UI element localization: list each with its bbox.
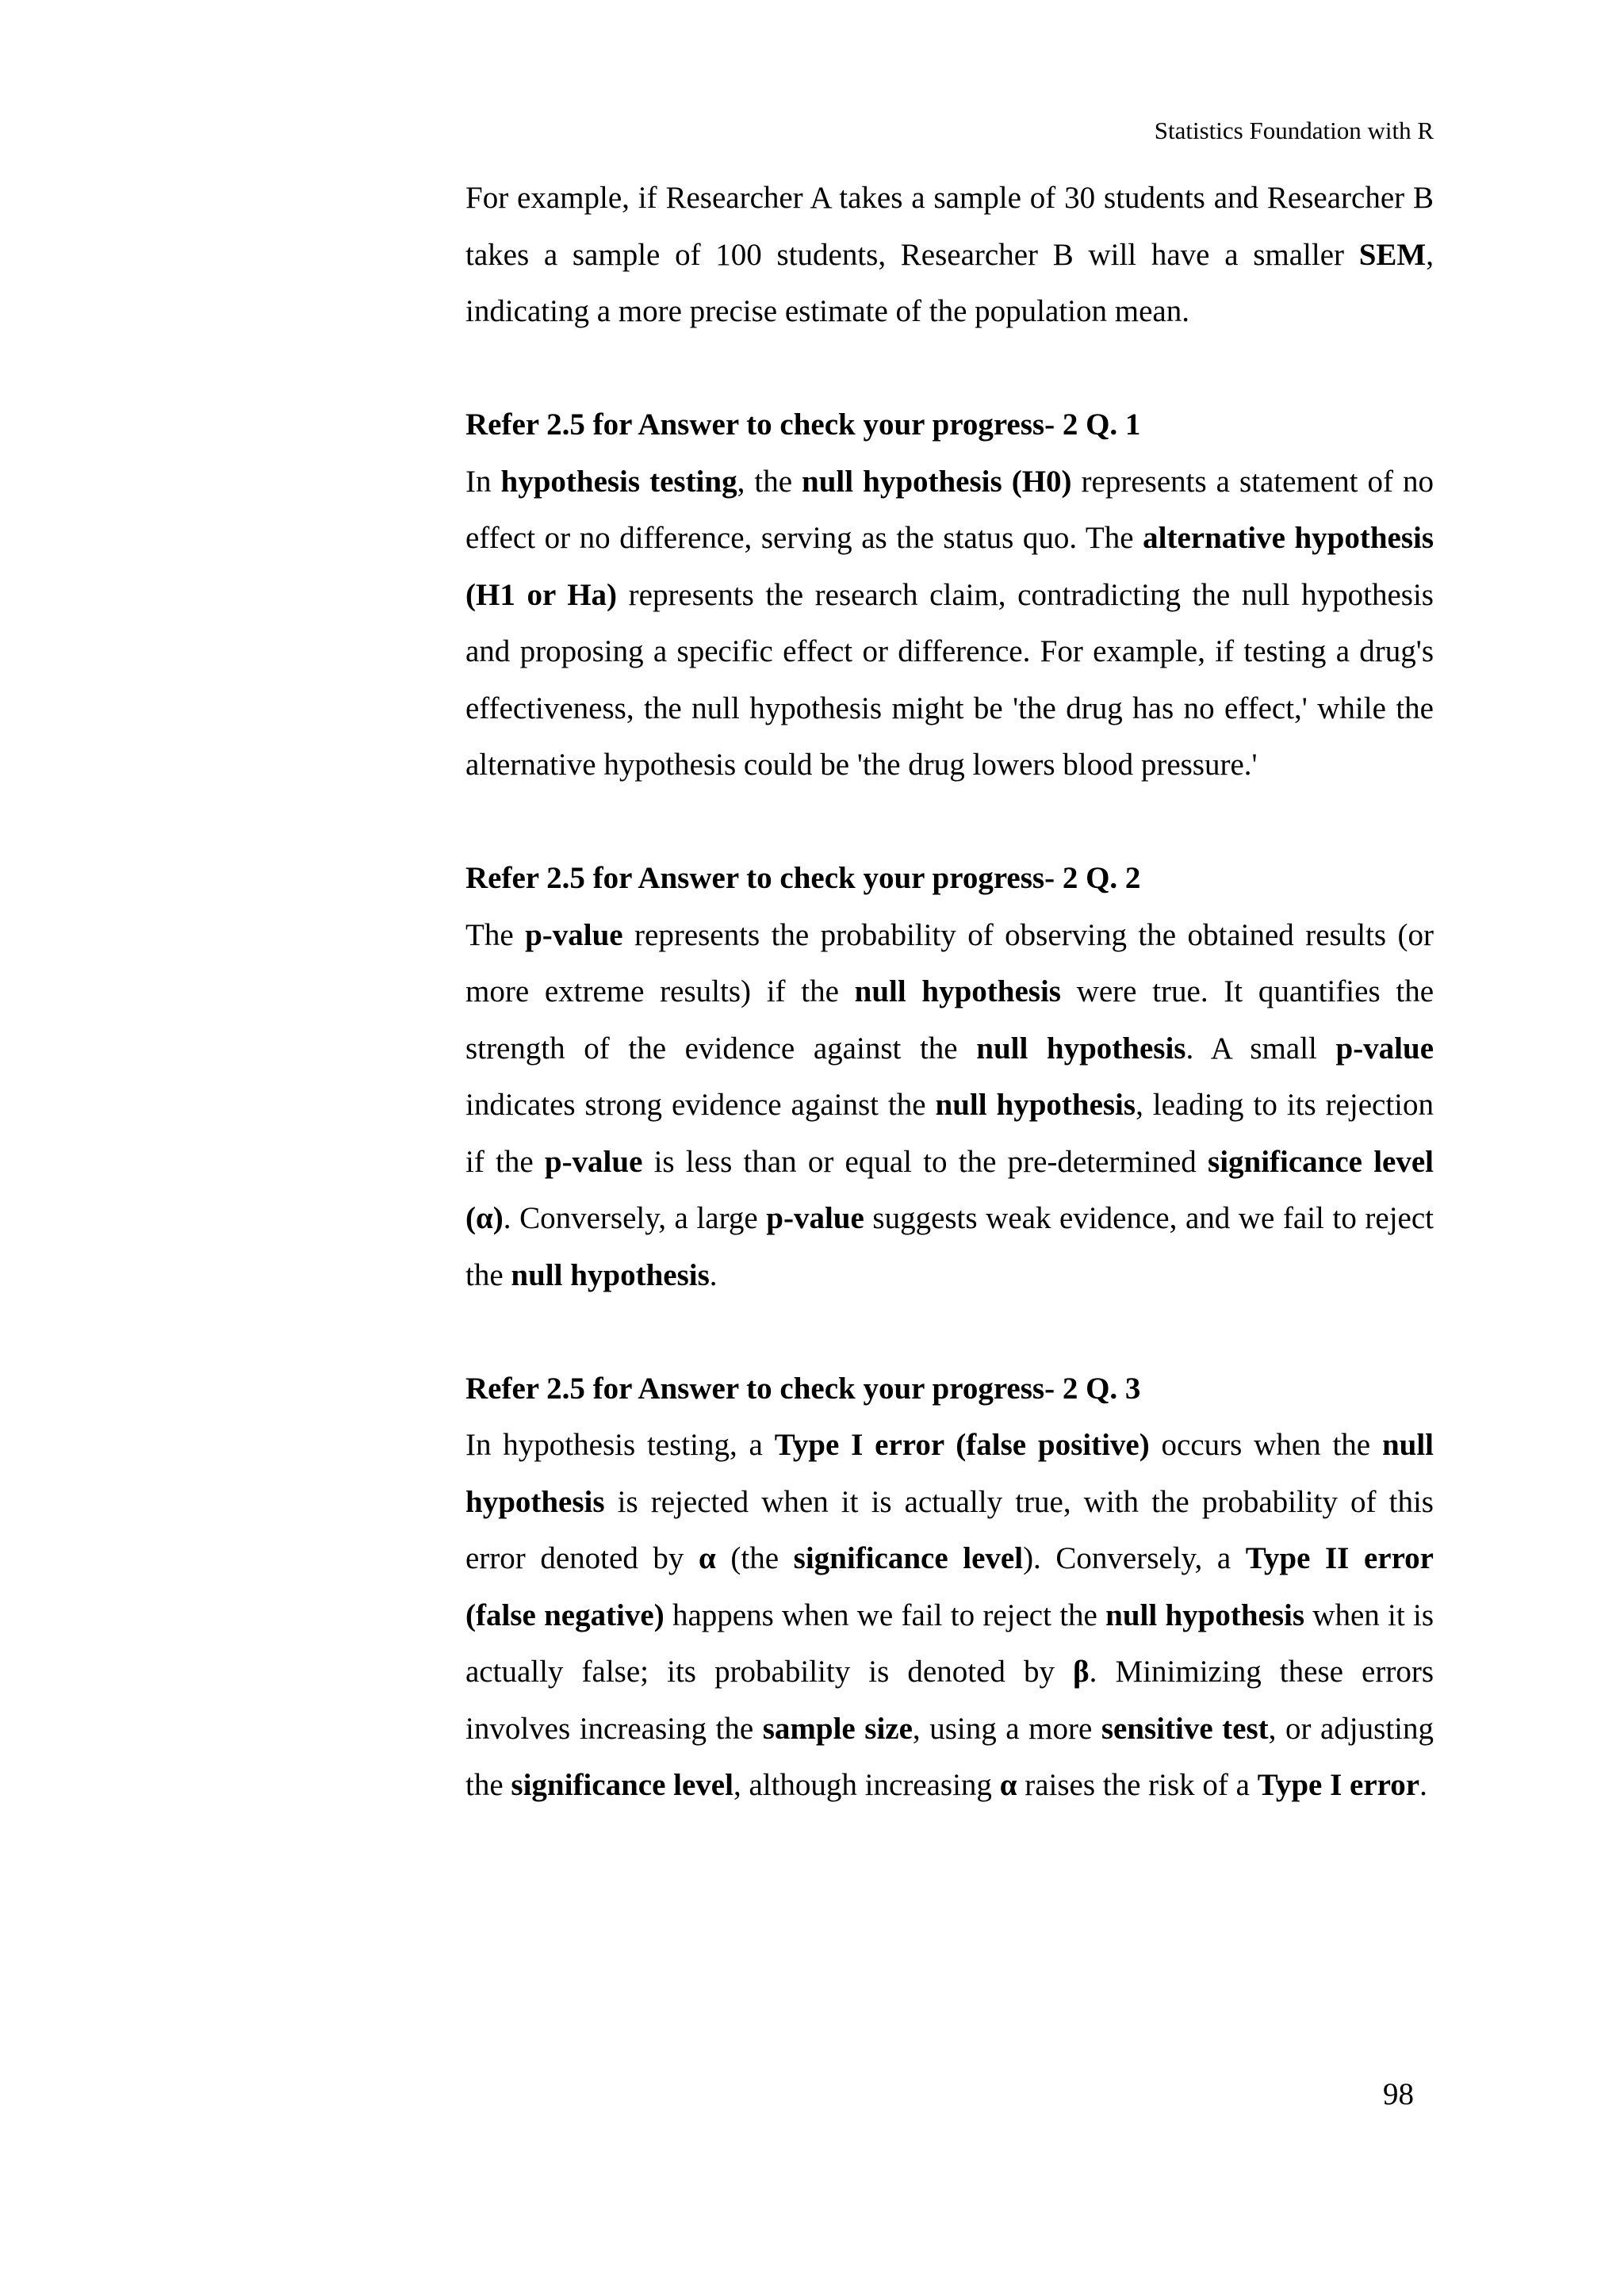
text-run: . bbox=[709, 1257, 718, 1292]
text-run: , leading to its rejection if the bbox=[465, 1088, 1434, 1179]
running-header: Statistics Foundation with R bbox=[1154, 117, 1434, 144]
bold-term: α bbox=[999, 1768, 1017, 1802]
bold-term: Type I error (false positive) bbox=[774, 1428, 1150, 1462]
text-run: raises the risk of a bbox=[1017, 1768, 1258, 1802]
section-heading-q1: Refer 2.5 for Answer to check your progress- 2 Q. 1 bbox=[465, 408, 1141, 442]
text-run: ). Conversely, a bbox=[1023, 1541, 1246, 1575]
answer-paragraph-q1 bbox=[465, 453, 1434, 794]
bold-term: sensitive test bbox=[1101, 1711, 1269, 1746]
bold-term: p-value bbox=[544, 1144, 643, 1179]
text-run: . bbox=[1419, 1768, 1427, 1802]
bold-term: SEM bbox=[1358, 237, 1427, 272]
bold-term: Type I error bbox=[1257, 1768, 1420, 1802]
text-run: , or adjusting the bbox=[465, 1711, 1434, 1802]
bold-term: null hypothesis bbox=[935, 1088, 1136, 1122]
section-spacer bbox=[465, 1303, 1434, 1360]
bold-term: significance level bbox=[793, 1541, 1024, 1575]
text-run: . Conversely, a large bbox=[503, 1201, 767, 1235]
text-run: , using a more bbox=[912, 1711, 1101, 1746]
text-run: (the bbox=[715, 1541, 794, 1575]
bold-term: β bbox=[1073, 1655, 1090, 1689]
page-content bbox=[465, 170, 1434, 1814]
section-heading-q2: Refer 2.5 for Answer to check your progress- 2 Q. 2 bbox=[465, 861, 1141, 895]
text-run: , indicating a more precise estimate of the population mean. bbox=[465, 237, 1434, 328]
bold-term: hypothesis testing bbox=[500, 464, 737, 499]
text-run: In bbox=[465, 464, 501, 499]
bold-term: significance level bbox=[511, 1768, 733, 1802]
bold-term: null hypothesis bbox=[854, 974, 1061, 1008]
text-run: occurs when the bbox=[1149, 1428, 1382, 1462]
text-run: . A small bbox=[1185, 1031, 1336, 1066]
text-run: The bbox=[465, 917, 526, 952]
text-run: indicates strong evidence against the bbox=[465, 1088, 936, 1122]
page-number: 98 bbox=[1383, 2077, 1414, 2111]
bold-term: significance level (α) bbox=[465, 1144, 1434, 1235]
bold-term: alternative hypothesis (H1 or Ha) bbox=[465, 521, 1434, 612]
text-run: happens when we fail to reject the bbox=[664, 1598, 1106, 1632]
bold-term: null hypothesis bbox=[1105, 1598, 1305, 1632]
bold-term: null hypothesis bbox=[511, 1257, 710, 1292]
text-run: is less than or equal to the pre-determined bbox=[642, 1144, 1208, 1179]
section-spacer bbox=[465, 794, 1434, 851]
text-run: when it is actually false; its probability is denoted by bbox=[465, 1598, 1434, 1689]
text-run: represents the probability of observing the obtained results (or more extreme results) if the bbox=[465, 917, 1434, 1008]
text-run: , the bbox=[737, 464, 802, 499]
answer-paragraph-q3 bbox=[465, 1417, 1434, 1814]
text-run: . Minimizing these errors involves increasing the bbox=[465, 1655, 1434, 1746]
text-run: represents a statement of no effect or no difference, serving as the status quo. The bbox=[465, 464, 1434, 555]
text-run: is rejected when it is actually true, with the probability of this error denoted by bbox=[465, 1484, 1434, 1575]
bold-term: sample size bbox=[762, 1711, 913, 1746]
bold-term: p-value bbox=[766, 1201, 864, 1235]
bold-term: α bbox=[699, 1541, 716, 1575]
bold-term: Type II error (false negative) bbox=[465, 1541, 1434, 1632]
text-run: , although increasing bbox=[733, 1768, 1000, 1802]
bold-term: null hypothesis bbox=[465, 1428, 1434, 1519]
intro-paragraph bbox=[465, 170, 1434, 340]
bold-term: null hypothesis bbox=[976, 1031, 1186, 1066]
bold-term: null hypothesis (H0) bbox=[802, 464, 1072, 499]
bold-term: p-value bbox=[525, 917, 623, 952]
bold-term: p-value bbox=[1335, 1031, 1434, 1066]
section-heading-q3: Refer 2.5 for Answer to check your progress- 2 Q. 3 bbox=[465, 1371, 1141, 1406]
text-run: For example, if Researcher A takes a sample of 30 students and Researcher B takes a sample of 100 students, Researcher B will have a smaller bbox=[465, 181, 1434, 272]
text-run: were true. It quantifies the strength of the evidence against the bbox=[465, 974, 1434, 1066]
text-run: represents the research claim, contradicting the null hypothesis and proposing a specific effect or difference. For example, if testing a drug's effectiveness, the null hypothesis might be 'the drug has no effect,' while the alternative hypothesis could be 'the drug lowers blood pressure.' bbox=[465, 577, 1434, 782]
answer-paragraph-q2 bbox=[465, 907, 1434, 1304]
section-spacer bbox=[465, 340, 1434, 397]
text-run: suggests weak evidence, and we fail to reject the bbox=[465, 1201, 1434, 1292]
text-run: In hypothesis testing, a bbox=[465, 1428, 775, 1462]
